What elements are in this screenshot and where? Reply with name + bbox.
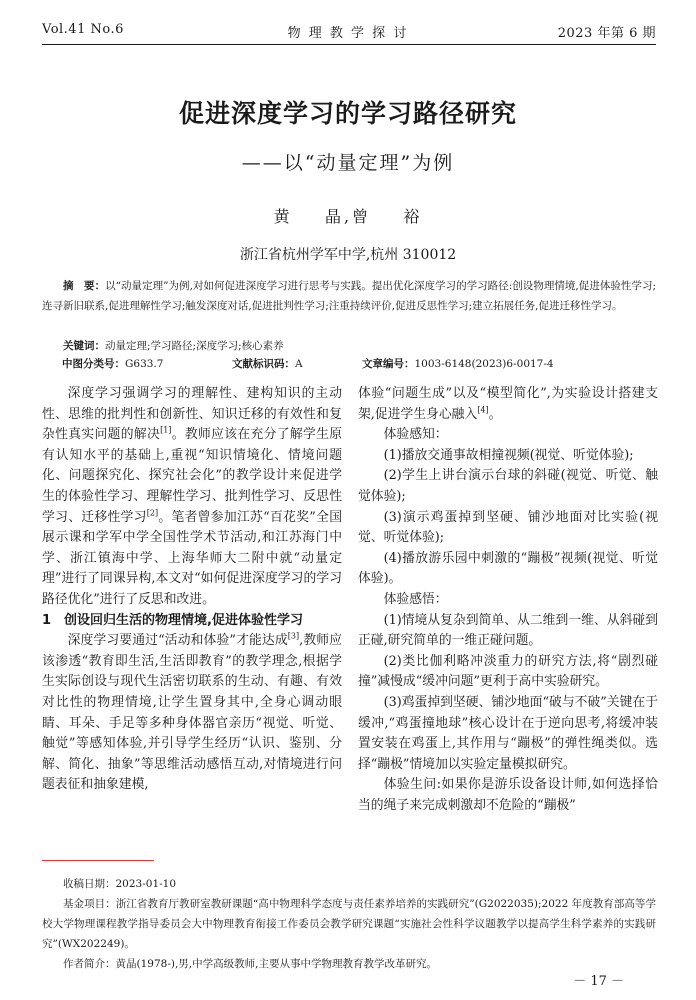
- article-number: [362, 354, 554, 374]
- intro-paragraph: 深度学习强调学习的理解性、建构知识的主动性、思维的批判性和创新性、知识迁移的有效性和复杂性真实问题的解决[1]。教师应该在充分了解学生原有认知水平的基础上,重视“知识情境化、情境问题化、问题探究化、探究社会化”的教学设计来促进学生的体验性学习、理解性学习、批判性学习、反思性学习、迁移性学习[2]。笔者曾参加江苏“百花奖”全国展示课和学军中学全国性学术节活动,和江苏海门中学、浙江镇海中学、上海华师大二附中就“动量定理”进行了同课异构,本文对“如何促进深度学习的学习路径优化”进行了反思和改进。: [42, 386, 343, 607]
- citation-ref: [1]: [160, 425, 172, 435]
- journal-issue: 2023 年第 6 期: [557, 26, 656, 41]
- article-title: 促进深度学习的学习路径研究: [178, 99, 517, 128]
- insight-item: (3)鸡蛋掉到坚硬、铺沙地面“破与不破”关键在于缓冲,“鸡蛋撞地球”核心设计在于逆向思考,将缓冲装置安装在鸡蛋上,其作用与“蹦极”的弹性绳类似。选择“蹦极”情境加以实验定量模拟研究。: [358, 694, 658, 772]
- abstract-label: 摘 要：: [63, 280, 106, 292]
- abstract: [42, 276, 656, 316]
- insight-item: (1)情境从复杂到简单、从二维到一维、从斜碰到正碰,研究简单的一维正碰问题。: [358, 612, 658, 649]
- question-paragraph: 体验生问:如果你是游乐设备设计师,如何选择恰当的绳子来完成刺激却不危险的“蹦极”: [358, 777, 658, 813]
- footnotes: [42, 874, 656, 974]
- perception-item: (3)演示鸡蛋掉到坚硬、铺沙地面对比实验(视觉、听觉体验);: [358, 509, 658, 546]
- footnote-rule: [42, 860, 154, 861]
- continued-paragraph: 体验“问题生成”以及“模型简化”,为实验设计搭建支架,促进学生身心融入[4]。: [358, 386, 658, 422]
- doc-code-value: A: [295, 358, 303, 370]
- citation-ref: [4]: [477, 405, 489, 415]
- perception-item: (1)播放交通事故相撞视频(视觉、听觉体验);: [383, 447, 634, 463]
- article-affiliation: 浙江省杭州学军中学,杭州 310012: [239, 247, 457, 263]
- section1-paragraph: 深度学习要通过“活动和体验”才能达成[3],教师应该渗透“教育即生活,生活即教育”的教学理念,根据学生实际创设与现代生活密切联系的生动、有趣、有效对比性的物理情境,让学生置身其中,全身心调动眼睛、耳朵、手足等多种身体器官亲历“视觉、听觉、触觉”等感知体验,并引导学生经历“认识、鉴别、分解、简化、抽象”等思维活动感悟互动,对情境进行问题表征和抽象建模,: [42, 631, 342, 793]
- document-code: [232, 354, 303, 374]
- page-number: － 17 －: [573, 974, 624, 989]
- fund-note: 基金项目：浙江省教育厅教研室教研课题“高中物理科学态度与责任素养培养的实践研究”(G2022035);2022 年度教育部高等学校大学物理课程教学指导委员会大中物理教育衔接工作委员会教学研究课题“实施社会性科学议题教学以提高学生科学素养的实践研究”(WX202249)。: [42, 898, 656, 950]
- left-column: [42, 384, 342, 796]
- clc-number: [62, 354, 163, 374]
- keywords: [42, 336, 656, 356]
- journal-name: 物 理 教 学 探 讨: [287, 26, 409, 41]
- perception-item: (2)学生上讲台演示台球的斜碰(视觉、听觉、触觉体验);: [358, 468, 658, 504]
- received-date: 收稿日期：2023-01-10: [63, 878, 177, 890]
- clc-value: G633.7: [125, 358, 164, 370]
- keywords-text: 动量定理;学习路径;深度学习;核心素养: [105, 340, 284, 352]
- article-number-value: 1003-6148(2023)6-0017-4: [414, 358, 554, 370]
- article-number-label: 文章编号：: [362, 358, 415, 370]
- right-column: [358, 384, 658, 816]
- perception-label: 体验感知：: [383, 427, 448, 443]
- article-authors: 黄 晶,曾 裕: [273, 207, 423, 226]
- author-bio: 作者简介：黄晶(1978-),男,中学高级教师,主要从事中学物理教育教学改革研究。: [63, 958, 437, 970]
- citation-ref: [3]: [287, 631, 300, 641]
- insight-item: (2)类比伽利略冲淡重力的研究方法,将“剧烈碰撞”减慢成“缓冲问题”更利于高中实验研究。: [358, 653, 658, 690]
- section-heading-1: 1 创设回归生活的物理情境,促进体验性学习: [42, 612, 303, 628]
- clc-label: 中图分类号：: [62, 358, 125, 370]
- doc-code-label: 文献标识码：: [232, 358, 295, 370]
- keywords-label: 关键词：: [63, 340, 105, 352]
- citation-ref: [2]: [146, 508, 159, 518]
- insight-label: 体验感悟：: [383, 591, 448, 607]
- abstract-text: 以“动量定理”为例,对如何促进深度学习进行思考与实践。提出优化深度学习的学习路径:创设物理情境,促进体验性学习;连寻新旧联系,促进理解性学习;触发深度对话,促进批判性学习;注重持续评价,促进反思性学习;建立拓展任务,促进迁移性学习。: [42, 280, 657, 312]
- header-rule: [42, 44, 656, 45]
- journal-volume: Vol.41 No.6: [42, 22, 124, 37]
- perception-item: (4)播放游乐园中刺激的“蹦极”视频(视觉、听觉体验)。: [358, 550, 658, 587]
- article-subtitle: ——以“动量定理”为例: [241, 152, 455, 174]
